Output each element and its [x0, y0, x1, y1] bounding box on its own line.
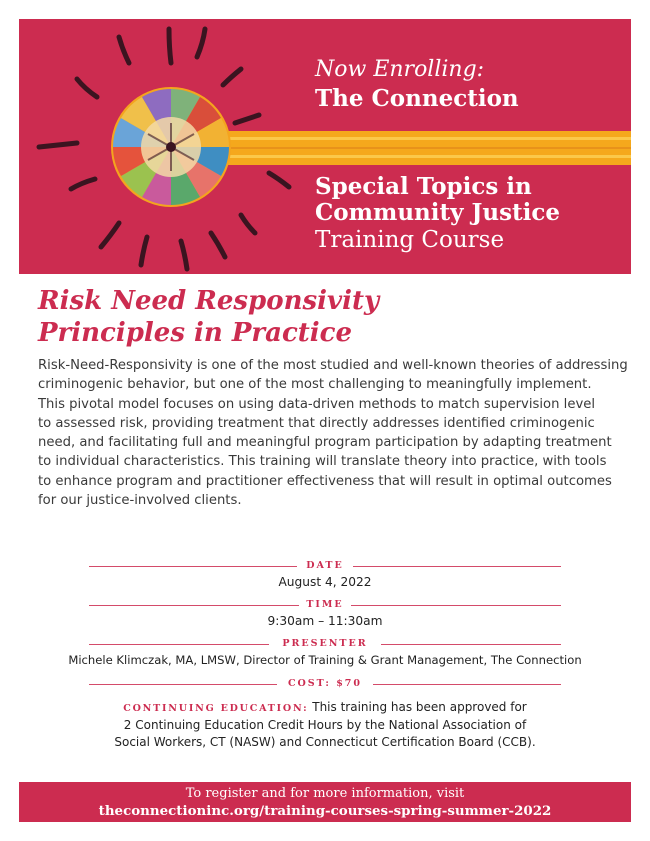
ce-label: CONTINUING EDUCATION:	[123, 703, 309, 714]
register-text: To register and for more information, visit	[185, 786, 465, 801]
time-label: TIME	[306, 599, 344, 610]
presenter-divider	[89, 637, 561, 651]
ce-text-2: 2 Continuing Education Credit Hours by the National Association of	[123, 718, 527, 732]
ce-text-1: This training has been approved for	[312, 700, 527, 714]
date-divider	[89, 559, 561, 573]
cost-label: COST: $70	[287, 678, 363, 689]
flyer	[19, 19, 631, 822]
topic-line-2: Community Justice	[315, 199, 561, 226]
description-line: This pivotal model focuses on using data-driven methods to match supervision level	[38, 396, 596, 412]
time-divider	[89, 598, 561, 612]
description-line: need, and facilitating full and meaningful program participation by adapting treatment	[38, 435, 612, 451]
presenter-value: Michele Klimczak, MA, LMSW, Director of Training & Grant Management, The Connection	[68, 653, 582, 667]
date-label: DATE	[306, 560, 344, 571]
topic-line-1: Special Topics in	[315, 173, 532, 200]
course-title	[38, 285, 598, 349]
register-link[interactable]: theconnectioninc.org/training-courses-spring-summer-2022	[98, 803, 552, 819]
presenter-label: PRESENTER	[282, 638, 368, 649]
footer-banner	[19, 782, 631, 822]
description-line: for our justice-involved clients.	[38, 493, 242, 509]
course-title-line-1: Risk Need Responsivity	[38, 286, 380, 316]
ce-text-3: Social Workers, CT (NASW) and Connecticut Certification Board (CCB).	[114, 735, 536, 749]
header-banner	[19, 19, 631, 274]
date-value: August 4, 2022	[278, 575, 372, 589]
description-line: Risk-Need-Responsivity is one of the most studied and well-known theories of addressing	[38, 358, 628, 373]
description-line: to enhance program and practitioner effectiveness that will result in optimal outcomes	[38, 473, 612, 489]
course-description	[38, 356, 628, 510]
description-line: to assessed risk, providing treatment that directly addresses identified criminogenic	[38, 415, 595, 431]
description-line: to individual characteristics. This training will translate theory into practice, with tools	[38, 454, 607, 470]
course-label: Training Course	[315, 227, 505, 253]
continuing-education	[79, 699, 571, 751]
cost-divider	[89, 677, 561, 691]
enrolling-label: Now Enrolling:	[315, 57, 485, 82]
time-value: 9:30am – 11:30am	[267, 614, 383, 628]
description-line: criminogenic behavior, but one of the most challenging to meaningfully implement.	[38, 377, 592, 393]
program-name: The Connection	[315, 85, 519, 112]
course-title-line-2: Principles in Practice	[38, 318, 353, 348]
